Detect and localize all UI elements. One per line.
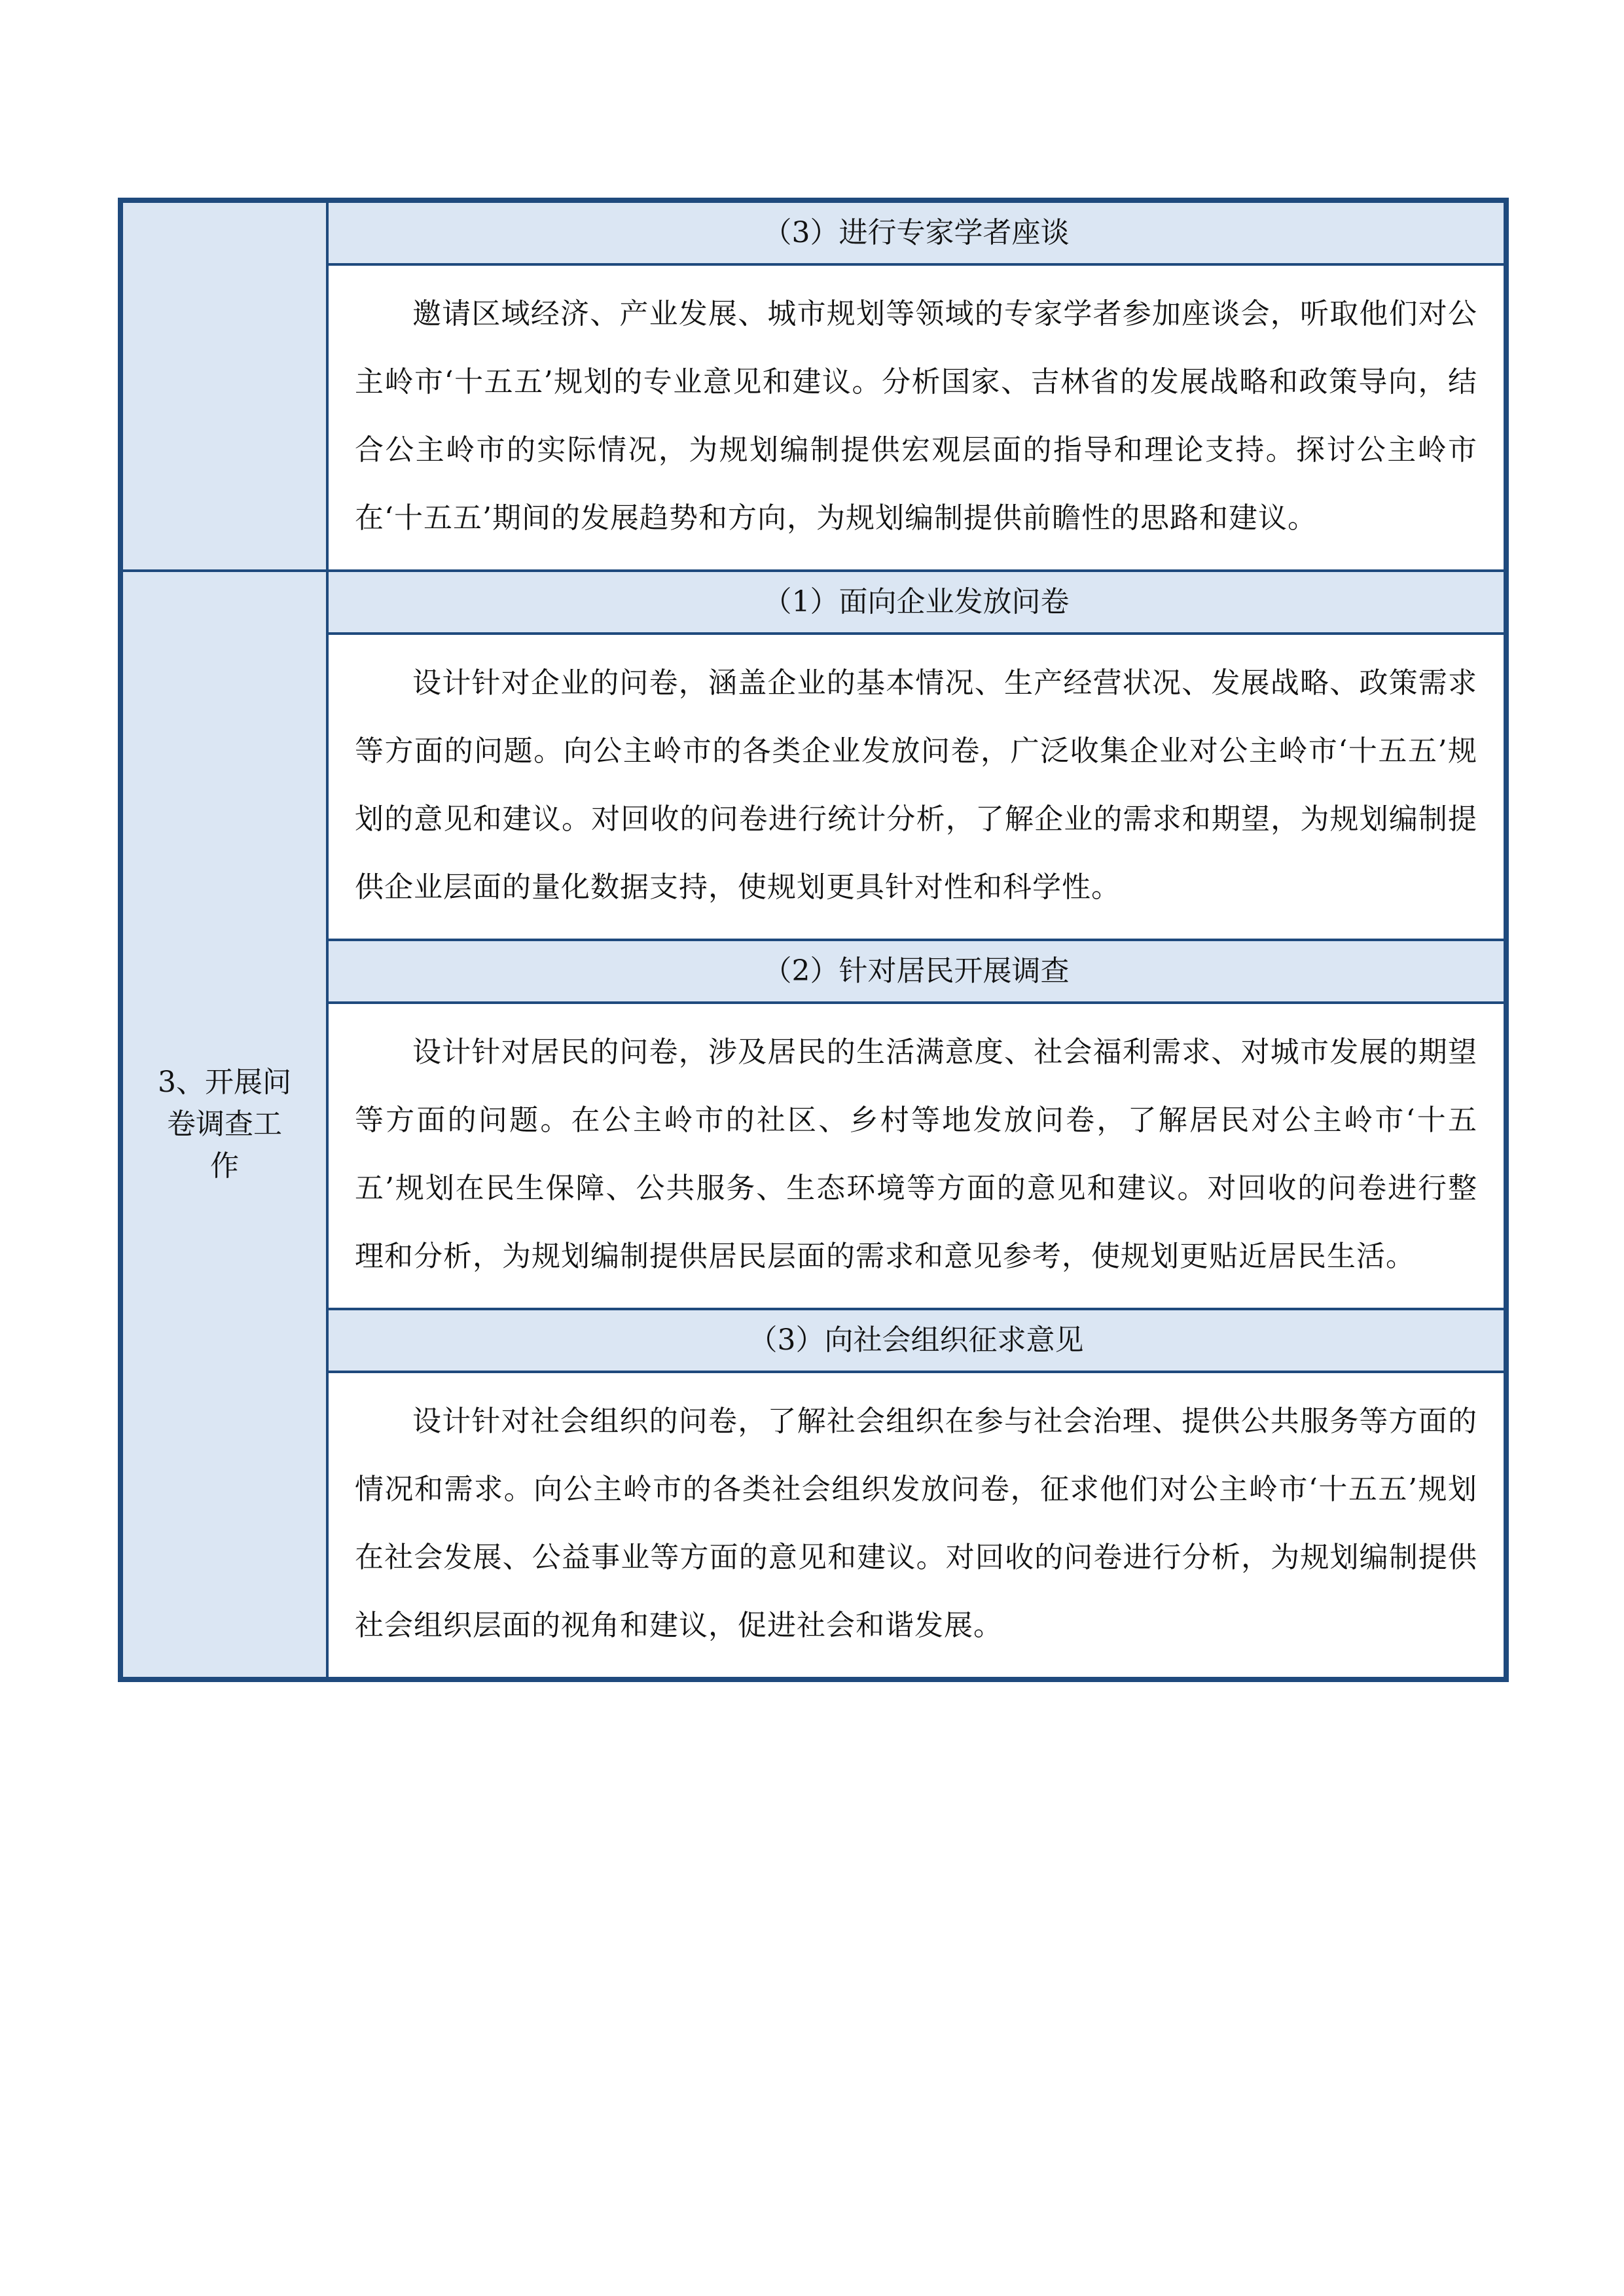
section-body: 设计针对居民的问卷，涉及居民的生活满意度、社会福利需求、对城市发展的期望等方面的问题。在公主岭市的社区、乡村等地发放问卷，了解居民对公主岭市‘十五五’规划在民生保障、公共服务、生态环境等方面的意见和建议。对回收的问卷进行整理和分析，为规划编制提供居民层面的需求和意见参考，使规划更贴近居民生活。 — [355, 1035, 1477, 1273]
section-body-cell — [327, 1003, 1506, 1309]
section-header: （2）针对居民开展调查 — [327, 940, 1506, 1003]
category-label: 3、开展问卷调查工作 — [158, 1066, 291, 1183]
section-body: 邀请区域经济、产业发展、城市规划等领域的专家学者参加座谈会，听取他们对公主岭市‘十五五’规划的专业意见和建议。分析国家、吉林省的发展战略和政策导向，结合公主岭市的实际情况，为规划编制提供宏观层面的指导和理论支持。探讨公主岭市在‘十五五’期间的发展趋势和方向，为规划编制提供前瞻性的思路和建议。 — [355, 297, 1477, 535]
table-row — [120, 1003, 1506, 1309]
table-row — [120, 264, 1506, 571]
table-row — [120, 571, 1506, 634]
section-body: 设计针对社会组织的问卷，了解社会组织在参与社会治理、提供公共服务等方面的情况和需求。向公主岭市的各类社会组织发放问卷，征求他们对公主岭市‘十五五’规划在社会发展、公益事业等方面的意见和建议。对回收的问卷进行分析，为规划编制提供社会组织层面的视角和建议，促进社会和谐发展。 — [355, 1405, 1477, 1642]
section-body: 设计针对企业的问卷，涵盖企业的基本情况、生产经营状况、发展战略、政策需求等方面的问题。向公主岭市的各类企业发放问卷，广泛收集企业对公主岭市‘十五五’规划的意见和建议。对回收的问卷进行统计分析，了解企业的需求和期望，为规划编制提供企业层面的量化数据支持，使规划更具针对性和科学性。 — [355, 666, 1477, 904]
left-category-cell — [120, 571, 327, 1679]
section-body-cell — [327, 264, 1506, 571]
section-header: （1）面向企业发放问卷 — [327, 571, 1506, 634]
table-row — [120, 634, 1506, 940]
section-header: （3）向社会组织征求意见 — [327, 1309, 1506, 1372]
work-plan-table — [118, 198, 1509, 1682]
left-category-cell — [120, 200, 327, 571]
table-row — [120, 1372, 1506, 1679]
section-body-cell — [327, 1372, 1506, 1679]
table-row — [120, 200, 1506, 264]
table-row — [120, 1309, 1506, 1372]
section-header: （3）进行专家学者座谈 — [327, 200, 1506, 264]
table-row — [120, 940, 1506, 1003]
section-body-cell — [327, 634, 1506, 940]
